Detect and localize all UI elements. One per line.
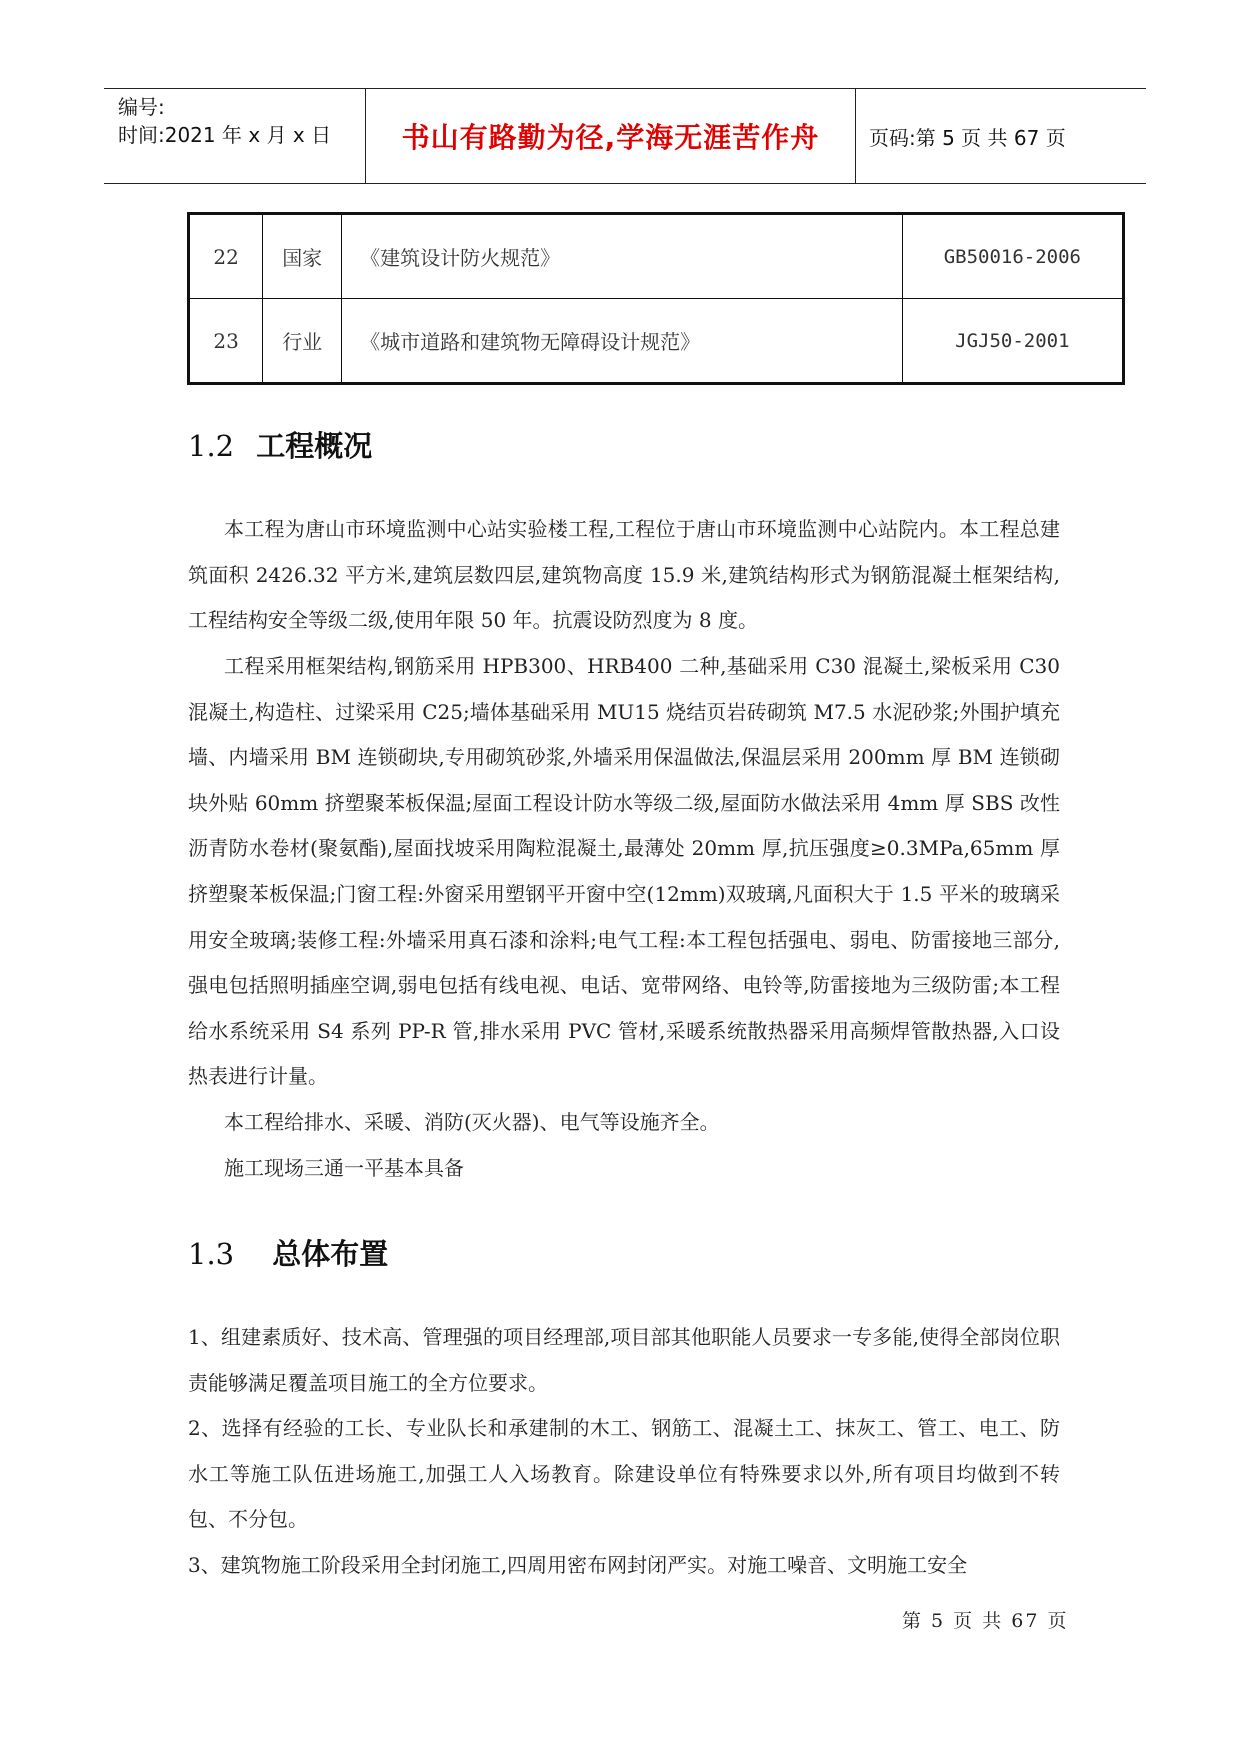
standards-table: [187, 212, 1125, 385]
page-header: [104, 88, 1146, 184]
list-item: 3、建筑物施工阶段采用全封闭施工,四周用密布网封闭严实。对施工噪音、文明施工安全: [188, 1553, 968, 1577]
row-code: GB50016-2006: [902, 214, 1123, 299]
section-title: 总体布置: [272, 1237, 389, 1271]
list-item: 1、组建素质好、技术高、管理强的项目经理部,项目部其他职能人员要求一专多能,使得全部岗位职责能够满足覆盖项目施工的全方位要求。: [188, 1325, 1060, 1395]
list-item: 2、选择有经验的工长、专业队长和承建制的木工、钢筋工、混凝土工、抹灰工、管工、电工、防水工等施工队伍进场施工,加强工人入场教育。除建设单位有特殊要求以外,所有项目均做到不转包、不分包。: [188, 1416, 1060, 1532]
section-heading-1-3: [188, 1232, 388, 1273]
paragraph: 施工现场三通一平基本具备: [224, 1156, 464, 1180]
row-number: 23: [189, 299, 263, 384]
section-number: 1.2: [188, 429, 235, 463]
paragraph: 本工程给排水、采暖、消防(灭火器)、电气等设施齐全。: [224, 1110, 720, 1134]
row-level: 行业: [263, 299, 342, 384]
section-heading-1-2: [188, 424, 372, 465]
table-row: [189, 214, 1124, 299]
row-level: 国家: [263, 214, 342, 299]
row-name: 《建筑设计防火规范》: [342, 214, 903, 299]
paragraph: 本工程为唐山市环境监测中心站实验楼工程,工程位于唐山市环境监测中心站院内。本工程总建筑面积 2426.32 平方米,建筑层数四层,建筑物高度 15.9 米,建筑结构形式为钢筋混凝土框架结构,工程结构安全等级二级,使用年限 50 年。抗震设防烈度为 8 度。: [188, 517, 1060, 633]
section-number: 1.3: [188, 1237, 235, 1271]
row-name: 《城市道路和建筑物无障碍设计规范》: [342, 299, 903, 384]
doc-time-label: 时间:2021 年 x 月 x 日: [118, 123, 332, 147]
row-code: JGJ50-2001: [902, 299, 1123, 384]
header-motto: 书山有路勤为径,学海无涯苦作舟: [366, 89, 856, 183]
doc-number-label: 编号:: [118, 95, 165, 119]
header-page-label: 页码:第 5 页 共 67 页: [869, 125, 1066, 150]
section-title: 工程概况: [256, 429, 373, 463]
table-row: [189, 299, 1124, 384]
row-number: 22: [189, 214, 263, 299]
header-meta: [104, 89, 366, 183]
page-footer: 第 5 页 共 67 页: [902, 1610, 1069, 1632]
paragraph: 工程采用框架结构,钢筋采用 HPB300、HRB400 二种,基础采用 C30 混凝土,梁板采用 C30 混凝土,构造柱、过梁采用 C25;墙体基础采用 MU15 烧结页岩砖砌筑 M7.5 水泥砂浆;外围护填充墙、内墙采用 BM 连锁砌块,专用砌筑砂浆,外墙采用保温做法,保温层采用 200mm 厚 BM 连锁砌块外贴 60mm 挤塑聚苯板保温;屋面工程设计防水等级二级,屋面防水做法采用 4mm 厚 SBS 改性沥青防水卷材(聚氨酯),屋面找坡采用陶粒混凝土,最薄处 20mm 厚,抗压强度≥0.3MPa,65mm 厚挤塑聚苯板保温;门窗工程:外窗采用塑钢平开窗中空(12mm)双玻璃,凡面积大于 1.5 平米的玻璃采用安全玻璃;装修工程:外墙采用真石漆和涂料;电气工程:本工程包括强电、弱电、防雷接地三部分,强电包括照明插座空调,弱电包括有线电视、电话、宽带网络、电铃等,防雷接地为三级防雷;本工程给水系统采用 S4 系列 PP-R 管,排水采用 PVC 管材,采暖系统散热器采用高频焊管散热器,入口设热表进行计量。: [188, 654, 1060, 1089]
